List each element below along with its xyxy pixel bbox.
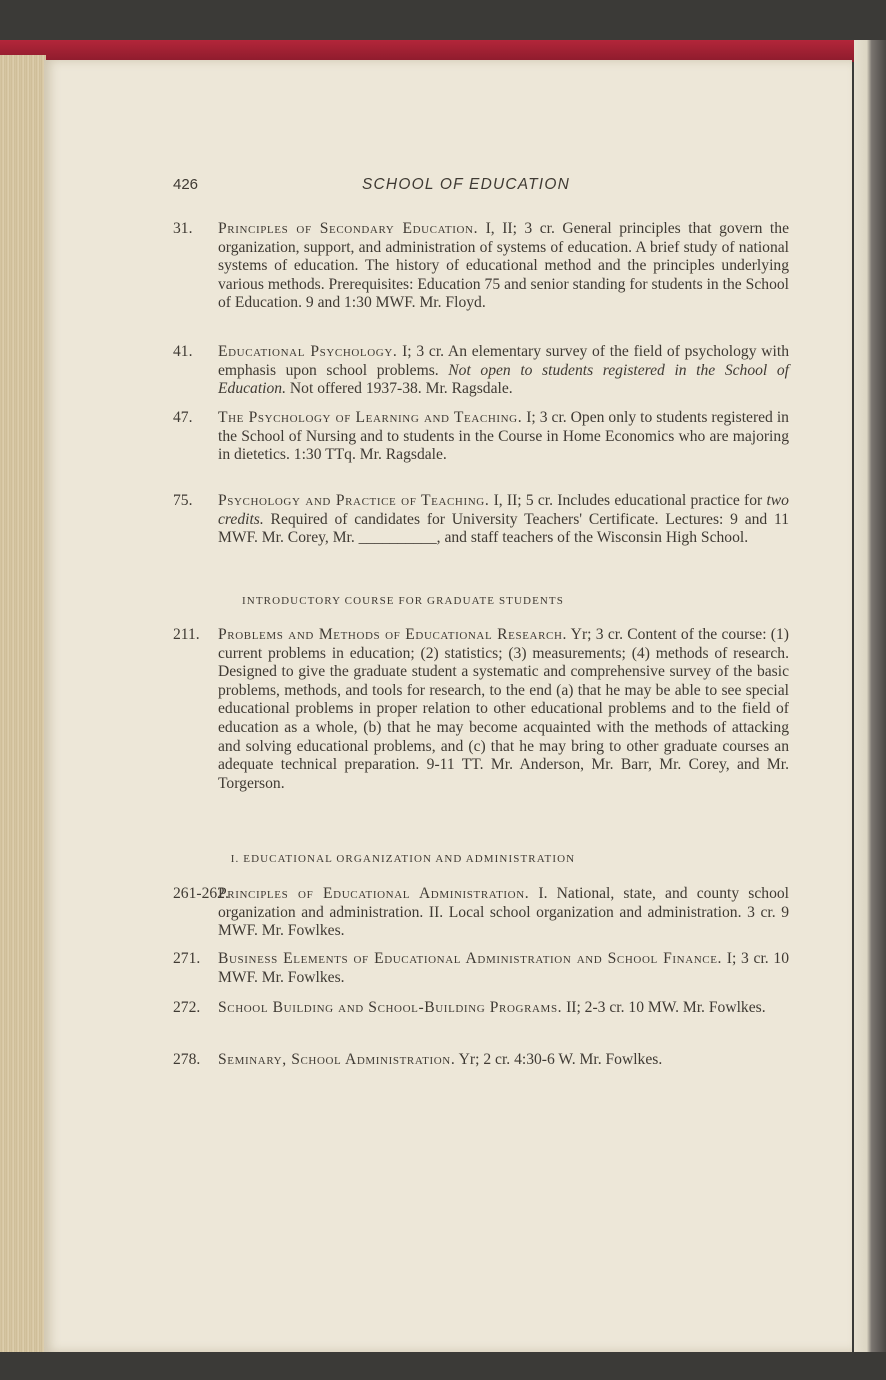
course-description: Yr; 2 cr. 4:30-6 W. Mr. Fowlkes. — [455, 1051, 663, 1068]
course-title: School Building and School-Building Programs. — [218, 999, 563, 1016]
course-number: 75. — [173, 492, 193, 509]
course-number: 31. — [173, 220, 193, 237]
course-number: 278. — [173, 1051, 201, 1068]
course-description: I; 3 cr. 10 MWF. Mr. Fowlkes. — [218, 950, 789, 986]
course-description: I; 3 cr. Open only to students registered in the School of Nursing and to students in the Course in Home Economics who are majoring in dietetics. 1:30 TTq. Mr. Ragsdale. — [218, 409, 789, 464]
course-description: I; 3 cr. An elementary survey of the field of psychology with emphasis upon school problems. — [218, 343, 789, 379]
course-title: Educational Psychology. — [218, 343, 398, 360]
course-title: Psychology and Practice of Teaching. — [218, 492, 490, 509]
course-number: 41. — [173, 343, 193, 360]
course-entry — [218, 343, 789, 399]
course-credit-note: two credits. — [218, 492, 789, 528]
course-entry — [218, 626, 789, 793]
course-entry — [218, 885, 789, 941]
course-entry — [218, 220, 789, 313]
section-heading-introductory: INTRODUCTORY COURSE FOR GRADUATE STUDENTS — [242, 595, 564, 607]
course-entry — [218, 1051, 789, 1070]
page-number: 426 — [173, 176, 199, 193]
course-number: 211. — [173, 626, 200, 643]
course-entry — [218, 999, 789, 1018]
course-entry — [218, 492, 789, 548]
course-number: 47. — [173, 409, 193, 426]
course-description-end: Required of candidates for University Teachers' Certificate. Lectures: 9 and 11 MWF. Mr. Corey, Mr. __________, and staff teachers of the Wisconsin High School. — [218, 510, 789, 547]
course-entry — [218, 950, 789, 987]
facing-page-edge — [854, 40, 886, 1360]
course-title: Business Elements of Educational Administration and School Finance. — [218, 950, 723, 967]
course-title: The Psychology of Learning and Teaching. — [218, 409, 523, 426]
course-number: 272. — [173, 999, 201, 1016]
course-number: 261-262. — [173, 885, 229, 902]
course-description: II; 2-3 cr. 10 MW. Mr. Fowlkes. — [562, 999, 766, 1016]
course-restriction: Not open to students registered in the School of Education. — [218, 361, 789, 398]
course-description-end: Not offered 1937-38. Mr. Ragsdale. — [286, 380, 513, 398]
course-entry — [218, 409, 789, 465]
section-heading-administration: I. EDUCATIONAL ORGANIZATION AND ADMINISTRATION — [230, 853, 576, 865]
course-title: Problems and Methods of Educational Research. — [218, 626, 567, 643]
page-stack-edge — [0, 55, 46, 1355]
course-description: I, II; 5 cr. Includes educational practice for — [489, 492, 767, 509]
running-title: SCHOOL OF EDUCATION — [362, 176, 570, 193]
course-title: Principles of Educational Administration. — [218, 885, 530, 902]
course-description: I, II; 3 cr. General principles that govern the organization, support, and administration of systems of education. A brief study of national systems of education. The history of educational method and the principles underlying various methods. Prerequisites: Education 75 and senior standing for students in the School of Education. 9 and 1:30 MWF. Mr. Floyd. — [218, 220, 789, 312]
course-number: 271. — [173, 950, 201, 967]
course-description: I. National, state, and county school organization and administration. II. Local school organization and administration. 3 cr. 9 MWF. Mr. Fowlkes. — [218, 885, 789, 940]
course-title: Principles of Secondary Education. — [218, 220, 479, 237]
course-title: Seminary, School Administration. — [218, 1051, 456, 1068]
book-cover-edge — [0, 40, 886, 62]
course-description: Yr; 3 cr. Content of the course: (1) current problems in education; (2) statistics; (3) measurements; (4) methods of research. Designed to give the graduate student a systematic and comprehensive survey of the basic problems, methods, and tools for research, to the end (a) that he may be able to see special educational problems in proper relation to other educational problems and to the field of education as a whole, (b) that he may become acquainted with the methods of attacking and solving educational problems, and (c) that he may bring to other graduate courses an adequate technical preparation. 9-11 TT. Mr. Anderson, Mr. Barr, Mr. Corey, and Mr. Torgerson. — [218, 626, 789, 792]
scan-background-bottom — [0, 1352, 886, 1380]
